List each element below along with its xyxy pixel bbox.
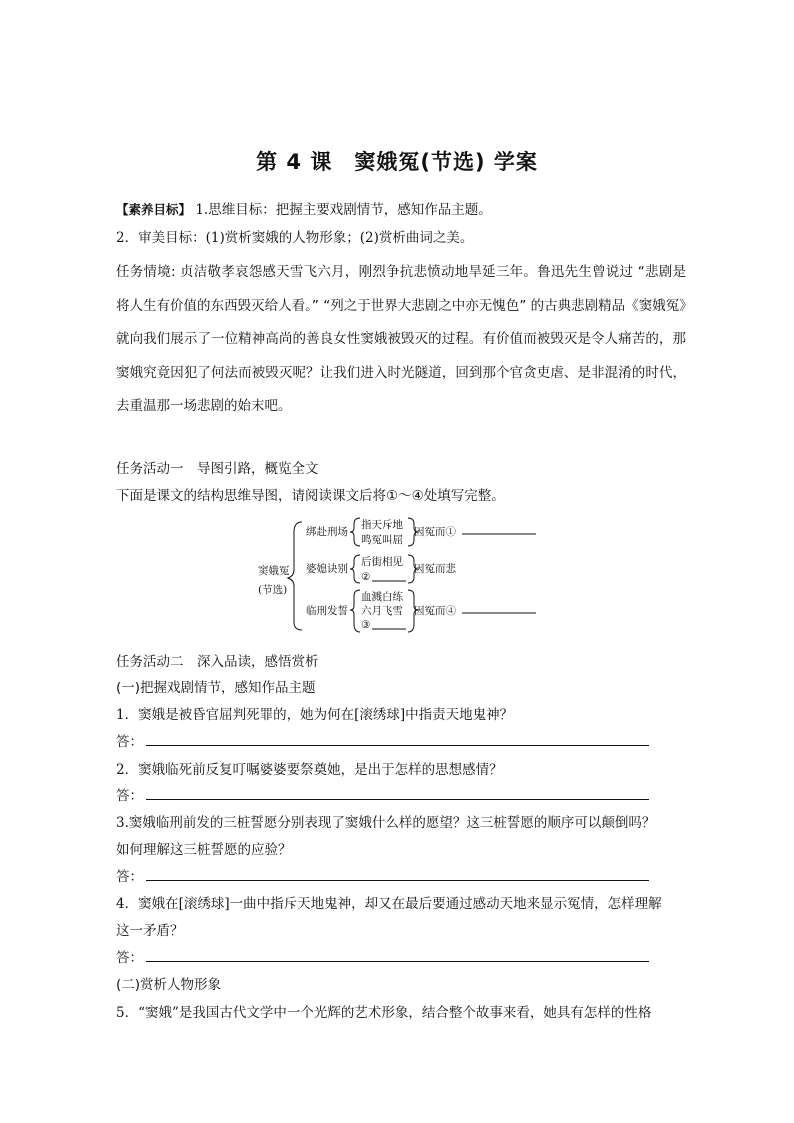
question-1: 1．窦娥是被昏官屈判死罪的，她为何在[滚绣球]中指责天地鬼神？ (116, 707, 514, 723)
branch-1-brace (350, 518, 360, 546)
answer-2-line[interactable] (146, 799, 649, 800)
answer-2-label: 答： (116, 788, 143, 804)
branch-2-result: 因冤而悲 (414, 563, 456, 575)
answer-3-label: 答： (116, 869, 143, 885)
page-title: 第 4 课 窦娥冤(节选) 学案 (256, 150, 538, 174)
goals-tag: 【素养目标】 (116, 202, 192, 217)
branch-2-item-1: 后街相见 (361, 556, 403, 568)
question-2: 2．窦娥临死前反复叮嘱婆婆要祭奠她，是出于怎样的思想感情？ (116, 762, 503, 778)
branch-1-item-1: 指天斥地 (361, 519, 403, 531)
answer-1-line[interactable] (146, 745, 649, 746)
section-1-heading: (一)把握戏剧情节，感知作品主题 (116, 680, 316, 696)
branch-1-result: 因冤而① (414, 526, 456, 538)
branch-2-label: 婆媳诀别 (306, 563, 348, 575)
question-4-line-1: 4．窦娥在[滚绣球]一曲中指斥天地鬼神，却又在最后要通过感动天地来显示冤情，怎样理解 (116, 896, 662, 912)
branch-3-item-3: ③ (361, 619, 371, 631)
goal-1: 1.思维目标：把握主要戏剧情节，感知作品主题。 (195, 202, 492, 218)
branch-2-brace (350, 555, 360, 583)
branch-1-label: 绑赴刑场 (306, 526, 348, 538)
goal-2: 2．审美目标：(1)赏析窦娥的人物形象；(2)赏析曲词之美。 (116, 230, 474, 246)
answer-3-line[interactable] (146, 880, 649, 881)
task1-instruction: 下面是课文的结构思维导图，请阅读课文后将①～④处填写完整。 (116, 488, 505, 504)
question-4-line-2: 这一矛盾？ (116, 923, 184, 939)
answer-4-line[interactable] (146, 961, 649, 962)
question-3-line-2: 如何理解这三桩誓愿的应验？ (116, 842, 292, 858)
question-5: 5．“窦娥”是我国古代文学中一个光辉的艺术形象，结合整个故事来看，她具有怎样的性格 (116, 1005, 652, 1021)
task2-heading: 任务活动二 深入品读，感悟赏析 (116, 654, 319, 670)
mind-map (250, 510, 550, 638)
section-2-heading: (二)赏析人物形象 (116, 977, 222, 993)
branch-2-item-2: ② (361, 571, 371, 583)
task1-heading: 任务活动一 导图引路，概览全文 (116, 461, 319, 477)
answer-4-label: 答： (116, 950, 143, 966)
task-scenario: 任务情境: 贞洁敬孝哀怨感天雪飞六月，刚烈争抗悲愤动地旱延三年。鲁迅先生曾说过 “悲剧是将人生有价值的东西毁灭给人看。” “列之于世界大悲剧之中亦无愧色” 的古典悲剧精品《窦娥冤》就向我们展示了一位精神高尚的善良女性窦娥被毁灭的过程。有价值而被毁灭是令人痛苦的，那窦娥究竟因犯了何法而被毁灭呢？让我们进入时光隧道，回到那个官贪吏虐、是非混淆的时代，去重温那一场悲剧的始末吧。 (116, 264, 686, 414)
branch-3-result: 因冤而④ (414, 605, 456, 617)
branch-3-label: 临刑发誓 (306, 605, 348, 617)
question-3-line-1: 3.窦娥临刑前发的三桩誓愿分别表现了窦娥什么样的愿望？这三桩誓愿的顺序可以颠倒吗？ (116, 815, 656, 831)
branch-3-brace (350, 590, 360, 632)
mindmap-root-line1: 窦娥冤 (258, 565, 290, 577)
branch-3-item-2: 六月飞雪 (361, 605, 403, 617)
goal-line-1 (116, 198, 492, 218)
branch-3-item-1: 血溅白练 (361, 591, 403, 603)
answer-1-label: 答： (116, 734, 143, 750)
root-brace (288, 522, 302, 630)
branch-1-item-2: 鸣冤叫屈 (361, 534, 403, 546)
mindmap-root-line2: (节选) (258, 584, 288, 596)
